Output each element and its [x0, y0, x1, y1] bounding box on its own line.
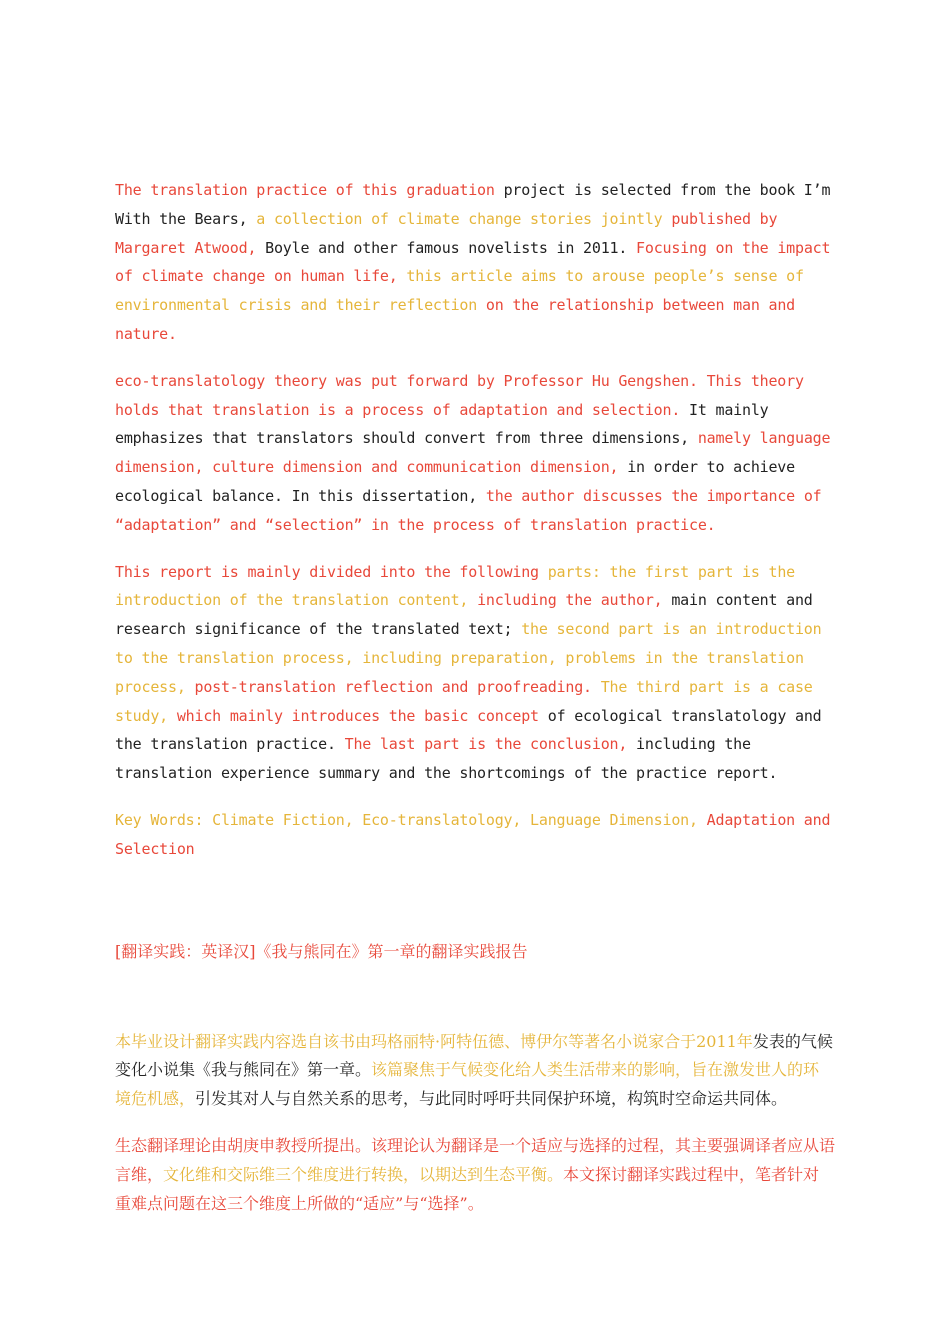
text-segment: which mainly introduces the basic concept — [176, 706, 548, 725]
text-segment: 发表的气候变化小说集《我与熊同在》第一章。 — [115, 1031, 833, 1080]
text-segment: in order to achieve ecological balance. In this dissertation, — [115, 458, 795, 505]
text-segment: this article aims to arouse people’s sense of environmental crisis and their reflection — [115, 267, 804, 315]
spacer — [115, 966, 835, 1028]
text-segment: The third part is a case study, — [115, 677, 813, 725]
text-segment: project is selected from the book I’m With the Bears, — [115, 181, 831, 228]
text-segment: 文化维和交际维三个维度进行转换，以期达到生态平衡。 — [163, 1164, 564, 1184]
text-segment: 引发其对人与自然关系的思考，与此同时呼吁共同保护环境，构筑时空命运共同体。 — [195, 1089, 788, 1109]
text-segment: The last part is the conclusion, — [344, 735, 637, 754]
text-segment: eco-translatology theory was put forward by Professor Hu Gengshen. This theory holds that translation is a process of adaptation and selection. — [115, 371, 804, 419]
text-segment: 生态翻译理论由胡庚申教授所提出。该理论认为翻译是一个适应与选择的过程，其主要强调译者应从语言维， — [115, 1135, 836, 1184]
text-segment: a collection of climate change stories jointly — [256, 209, 672, 228]
text-segment: the author discusses the importance of “adaptation” and “selection” in the process of translation practice. — [115, 486, 822, 534]
text-segment: the second part is an introduction to the translation process, including preparation, problems in the translation process, — [115, 620, 822, 696]
text-segment: including the translation experience summary and the shortcomings of the practice report. — [115, 735, 778, 783]
text-segment: Boyle and other famous novelists in 2011. — [265, 238, 637, 257]
text-segment: including the author, — [477, 591, 672, 610]
abstract-paragraph-2 — [115, 367, 835, 540]
text-segment: 该篇聚焦于气候变化给人类生活带来的影响，旨在激发世人的环境危机感， — [115, 1060, 820, 1109]
document-page — [115, 176, 835, 1236]
text-segment: published by Margaret Atwood, — [115, 209, 778, 257]
text-segment: main content and research significance of the translated text; — [115, 591, 813, 639]
abstract-paragraph-1 — [115, 176, 835, 349]
text-segment: The translation practice of this graduation — [115, 181, 504, 199]
text-segment: This report is mainly divided into the following — [115, 562, 548, 581]
text-segment: It mainly emphasizes that translators should convert from three dimensions, — [115, 400, 769, 448]
chinese-paragraph-2 — [115, 1132, 835, 1218]
chinese-paragraph-1 — [115, 1028, 835, 1114]
keywords-paragraph — [115, 806, 835, 864]
text-segment: post-translation reflection and proofreading. — [194, 677, 601, 696]
text-segment: Key Words: Climate Fiction, Eco-translatology, Language Dimension, — [115, 810, 707, 829]
text-segment: on the relationship between man and nature. — [115, 296, 795, 343]
abstract-paragraph-3 — [115, 558, 835, 788]
text-segment: namely language dimension, culture dimension and communication dimension, — [115, 429, 831, 477]
text-segment: Adaptation and Selection — [115, 810, 831, 858]
chinese-report-title: [翻译实践：英译汉]《我与熊同在》第一章的翻译实践报告 — [115, 941, 528, 961]
text-segment: parts: the first part is the introduction of the translation content, — [115, 562, 795, 610]
text-segment: 本毕业设计翻译实践内容选自该书由玛格丽特·阿特伍德、博伊尔等著名小说家合于2011年 — [115, 1031, 753, 1051]
text-segment: of ecological translatology and the translation practice. — [115, 706, 822, 754]
text-segment: 本文探讨翻译实践过程中，笔者针对重难点问题在这三个维度上所做的“适应”与“选择”。 — [115, 1164, 820, 1213]
text-segment: Focusing on the impact of climate change on human life, — [115, 238, 831, 286]
spacer — [115, 882, 835, 938]
